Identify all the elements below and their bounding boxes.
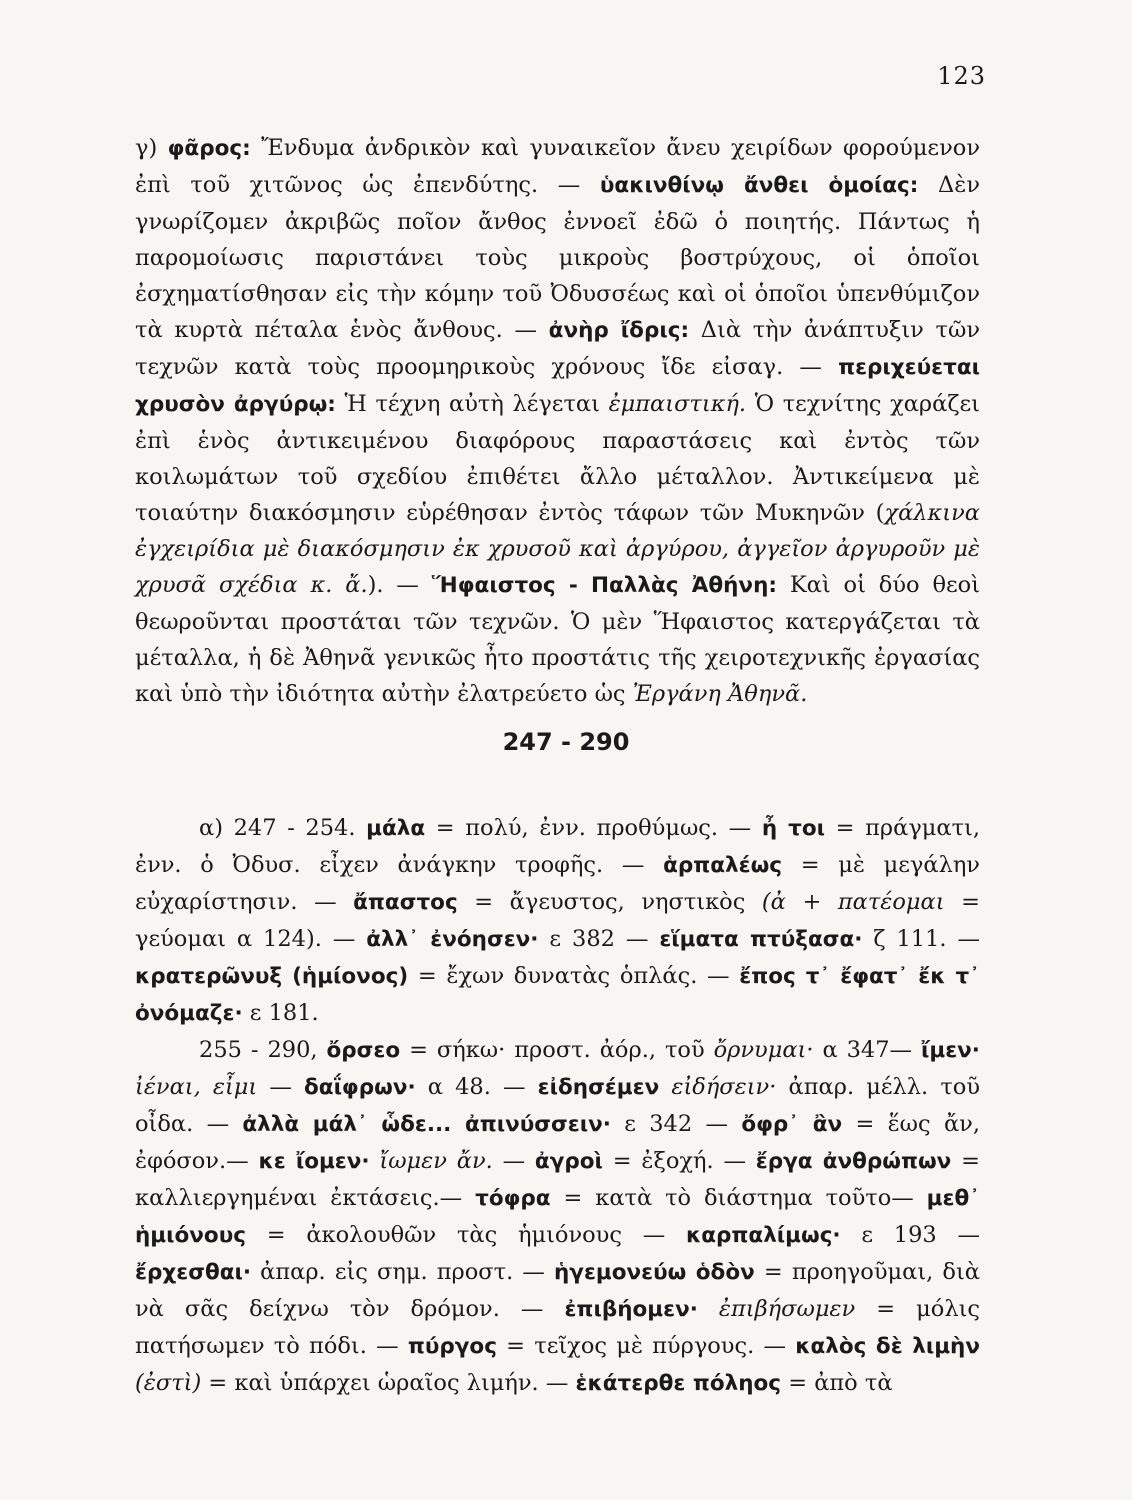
headword: μάλα	[366, 816, 426, 841]
headword: εἵματα πτύξασα·	[659, 927, 863, 952]
text-run: ). —	[367, 572, 432, 598]
headword: ἀλλ᾽ ἐνόησεν·	[366, 927, 539, 952]
text-run: α) 247 - 254.	[199, 815, 367, 841]
italic-term: ἐπιβήσωμεν	[697, 1296, 856, 1322]
text-run: = μόλις πατήσωμεν τὸ πόδι. —	[135, 1296, 980, 1359]
text-run: Καὶ οἱ δύο θεοὶ θεωροῦνται προστάται τῶν τεχνῶν. Ὁ μὲν Ἥφαιστος κατεργάζεται τὰ μέταλλα, ἡ δὲ Ἀθηνᾶ γενικῶς ἦτο προστάτις τῆς χειροτεχνικῆς ἐργασίας καὶ ὑπὸ τὴν ἰδιότητα αὐτὴν ἐλατρεύετο ὡς	[135, 572, 981, 707]
text-run: —	[492, 1148, 535, 1174]
italic-term: Ἐργάνη Ἀθηνᾶ.	[632, 681, 808, 707]
headword: ἦ τοι	[761, 816, 825, 841]
headword: ἑκάτερθε πόληος	[575, 1371, 782, 1396]
headword: τόφρα	[475, 1186, 551, 1211]
headword: ἡγεμονεύω ὁδὸν	[554, 1260, 755, 1285]
italic-term: ὄρνυμαι·	[713, 1037, 814, 1063]
headword: περιχεύεται χρυσὸν ἀργύρῳ:	[135, 355, 980, 417]
headword: Ἥφαιστος - Παλλὰς Ἀθήνη:	[431, 573, 777, 598]
headword: ἀγροὶ	[534, 1149, 603, 1174]
headword: φᾶρος:	[167, 136, 251, 161]
text-run: ε 181.	[242, 1000, 319, 1026]
text-run: —	[257, 1074, 304, 1100]
text-run: Ὁ τεχνίτης χαράζει ἐπὶ ἑνὸς ἀντικειμένου διαφόρους παραστάσεις καὶ ἐντὸς τῶν κοιλωμάτων τοῦ σχεδίου ἐπιθέτει ἄλλο μέταλλον. Ἀντικείμενα μὲ τοιαύτην διακόσμησιν εὑρέθησαν ἐντὸς τάφων τῶν Μυκηνῶν (	[135, 391, 981, 526]
headword: ἔπος τ᾽ ἔφατ᾽ ἔκ τ᾽ ὀνόμαζε·	[135, 964, 980, 1026]
text-run: = ἄγευστος, νηστικὸς	[457, 889, 762, 915]
text-run: = πράγματι, ἐνν. ὁ Ὀδυσ. εἶχεν ἀνάγκην τροφῆς. —	[135, 815, 981, 878]
text-run: α 347—	[813, 1037, 921, 1063]
page-number: 123	[937, 62, 986, 90]
paragraph-alpha	[135, 810, 980, 1032]
headword: κρατερῶνυξ (ἡμίονος)	[135, 964, 409, 989]
headword: κε ἴομεν·	[258, 1149, 370, 1174]
headword: εἰδησέμεν	[537, 1075, 660, 1100]
paragraph-gamma	[135, 130, 980, 712]
headword: δαΐφρων·	[304, 1075, 416, 1100]
text-run: = ἕως ἄν, ἐφόσον.—	[135, 1111, 980, 1174]
italic-term: (ἀ + πατέομαι	[761, 889, 945, 915]
text-run: 255 - 290,	[199, 1037, 327, 1063]
text-run: = γεύομαι α 124). —	[135, 889, 980, 952]
text-run: γ)	[135, 135, 168, 161]
text-run: = κατὰ τὸ διάστημα τοῦτο—	[550, 1185, 927, 1211]
text-run: Δὲν γνωρίζομεν ἀκριβῶς ποῖον ἄνθος ἐννοεῖ ἐδῶ ὁ ποιητής. Πάντως ἡ παρομοίωσις παριστάνει τοὺς μικροὺς βοστρύχους, οἱ ὁποῖοι ἐσχηματίσθησαν εἰς τὴν κόμην τοῦ Ὀδυσσέως καὶ οἱ ὁποῖοι ὑπενθύμιζον τὰ κυρτὰ πέταλα ἑνὸς ἄνθους. —	[135, 172, 980, 343]
italic-term: εἰδήσειν·	[659, 1074, 777, 1100]
text-run: ζ 111. —	[862, 926, 980, 952]
text-run: ε 382 —	[538, 926, 660, 952]
text-run: = πολύ, ἐνν. προθύμως. —	[425, 815, 762, 841]
headword: ὑακινθίνῳ ἄνθει ὁμοίας:	[599, 173, 919, 198]
commentary-block-alpha	[135, 810, 980, 1402]
text-run: ἀπαρ. εἰς σημ. προστ. —	[251, 1259, 554, 1285]
italic-term: ἐμπαιστική.	[608, 391, 747, 417]
text-run: = ἀπὸ τὰ	[781, 1370, 893, 1396]
headword: ἐπιβήομεν·	[564, 1297, 698, 1322]
headword: ἔρχεσθαι·	[135, 1260, 252, 1285]
headword: ἔργα ἀνθρώπων	[755, 1149, 952, 1174]
text-run: Ἔνδυμα ἀνδρικὸν καὶ γυναικεῖον ἄνευ χειρίδων φορούμενον ἐπὶ τοῦ χιτῶνος ὡς ἐπενδύτης. —	[135, 135, 980, 198]
headword: ἀλλὰ μάλ᾽ ὧδε... ἀπινύσσειν·	[242, 1112, 611, 1137]
headword: καλὸς δὲ λιμὴν	[795, 1334, 980, 1359]
headword: ἄπαστος	[353, 890, 458, 915]
text-run: = σήκω· προστ. ἀόρ., τοῦ	[400, 1037, 714, 1063]
text-run: = προηγοῦμαι, διὰ νὰ σᾶς δείχνω τὸν δρόμον. —	[135, 1259, 980, 1322]
text-run: ε 193 —	[840, 1222, 981, 1248]
headword: μεθ᾽ ἡμιόνους	[135, 1186, 980, 1248]
text-run: = ἐξοχή. —	[602, 1148, 756, 1174]
text-run: = ἔχων δυνατὰς ὁπλάς. —	[408, 963, 740, 989]
italic-term: χάλκινα ἐγχειρίδια μὲ διακόσμησιν ἐκ χρυσοῦ καὶ ἀργύρου, ἀγγεῖον ἀργυροῦν μὲ χρυσᾶ σχέδια κ. ἄ.	[135, 500, 980, 598]
text-run: = καὶ ὑπάρχει ὡραῖος λιμήν. —	[201, 1370, 576, 1396]
italic-term: ἴωμεν ἄν.	[369, 1148, 493, 1174]
text-run: = μὲ μεγάλην εὐχαρίστησιν. —	[135, 852, 980, 915]
text-run: ἀπαρ. μέλλ. τοῦ οἶδα. —	[135, 1074, 980, 1137]
headword: ὄρσεο	[326, 1038, 401, 1063]
commentary-block-gamma	[135, 130, 980, 712]
text-run: = ἀκολουθῶν τὰς ἡμιόνους —	[245, 1222, 686, 1248]
headword: πύργος	[407, 1334, 497, 1359]
text-run: = τεῖχος μὲ πύργους. —	[496, 1333, 796, 1359]
section-heading: 247 - 290	[502, 728, 630, 756]
text-run: = καλλιεργημέναι ἐκτάσεις.—	[135, 1148, 980, 1211]
text-run: Διὰ τὴν ἀνάπτυξιν τῶν τεχνῶν κατὰ τοὺς προομηρικοὺς χρόνους ἴδε εἰσαγ. —	[135, 317, 980, 380]
text-run: α 48. —	[415, 1074, 538, 1100]
text-run: ε 342 —	[610, 1111, 742, 1137]
italic-term: (ἐστὶ)	[135, 1370, 202, 1396]
headword: καρπαλίμως·	[685, 1223, 841, 1248]
headword: ἀνὴρ ἴδρις:	[548, 318, 690, 343]
headword: ἁρπαλέως	[663, 853, 783, 878]
headword: ὄφρ᾽ ἂν	[741, 1112, 843, 1137]
italic-term: ἰέναι, εἶμι	[135, 1074, 258, 1100]
headword: ἴμεν·	[921, 1038, 980, 1063]
text-run: Ἡ τέχνη αὐτὴ λέγεται	[335, 391, 609, 417]
paragraph-range	[135, 1032, 980, 1402]
